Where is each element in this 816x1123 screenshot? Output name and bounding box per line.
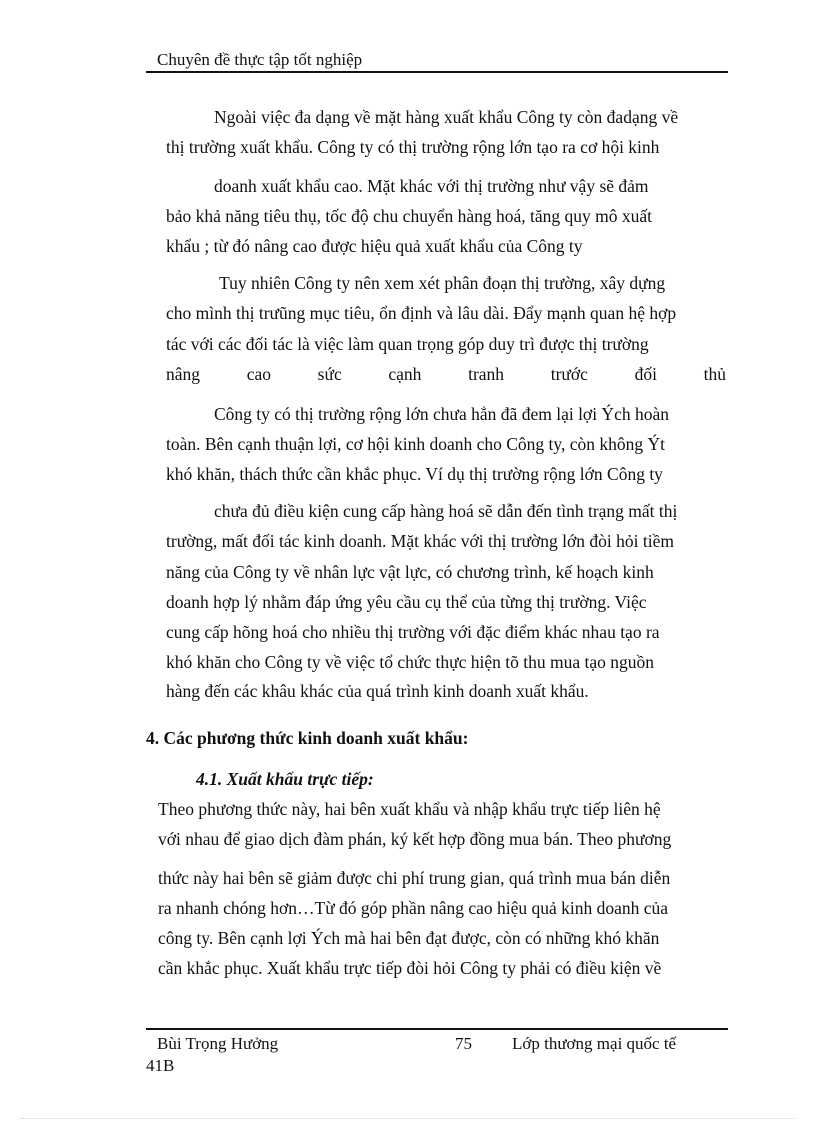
body-line: thị trường xuất khẩu. Công ty có thị trường rộng lớn tạo ra cơ hội kinh xyxy=(166,137,660,157)
body-line: năng của Công ty về nhân lực vật lực, có chương trình, kế hoạch kinh xyxy=(166,562,654,582)
body-line: nâng cao sức cạnh tranh trước đối thủ xyxy=(166,364,726,384)
body-line: toàn. Bên cạnh thuận lợi, cơ hội kinh doanh cho Công ty, còn không Ýt xyxy=(166,434,666,454)
body-line: doanh xuất khẩu cao. Mặt khác với thị trường như vậy sẽ đảm xyxy=(214,176,649,196)
body-line: công ty. Bên cạnh lợi Ých mà hai bên đạt được, còn có những khó khăn xyxy=(158,928,660,948)
body-line: cung cấp hõng hoá cho nhiều thị trường với đặc điểm khác nhau tạo ra xyxy=(166,622,660,642)
subsection-heading: 4.1. Xuất khẩu trực tiếp: xyxy=(196,769,374,789)
body-line: ra nhanh chóng hơn…Từ đó góp phần nâng cao hiệu quả kinh doanh của xyxy=(158,898,669,918)
body-line: hàng đến các khâu khác của quá trình kinh doanh xuất khẩu. xyxy=(166,681,589,701)
body-line: với nhau để giao dịch đàm phán, ký kết hợp đồng mua bán. Theo phương xyxy=(158,829,672,849)
footer-class-code: 41B xyxy=(146,1056,175,1075)
body-line: tác với các đối tác là việc làm quan trọng góp duy trì được thị trường xyxy=(166,334,649,354)
footer-author: Bùi Trọng Hưởng xyxy=(157,1034,279,1053)
body-line: khó khăn, thách thức cần khắc phục. Ví dụ thị trường rộng lớn Công ty xyxy=(166,464,663,484)
header-title: Chuyên đề thực tập tốt nghiệp xyxy=(157,50,363,69)
body-line: Tuy nhiên Công ty nên xem xét phân đoạn thị trường, xây dựng xyxy=(219,273,666,293)
body-line: Ngoài việc đa dạng về mặt hàng xuất khẩu Công ty còn đadạng về xyxy=(214,107,679,127)
page-edge-divider xyxy=(20,1118,796,1119)
body-line: cho mình thị trưũng mục tiêu, ổn định và lâu dài. Đẩy mạnh quan hệ hợp xyxy=(166,303,677,323)
body-line: Công ty có thị trường rộng lớn chưa hẳn đã đem lại lợi Ých hoàn xyxy=(214,404,669,424)
body-line: chưa đủ điều kiện cung cấp hàng hoá sẽ dẫn đến tình trạng mất thị xyxy=(214,501,678,521)
footer-class-name: Lớp thương mại quốc tế xyxy=(512,1034,677,1053)
header-rule xyxy=(146,71,728,73)
body-line: khó khăn cho Công ty về việc tổ chức thực hiện tõ thu mua tạo nguồn xyxy=(166,652,654,672)
body-line: trường, mất đối tác kinh doanh. Mặt khác với thị trường lớn đòi hỏi tiềm xyxy=(166,531,674,551)
body-line: cần khắc phục. Xuất khẩu trực tiếp đòi hỏi Công ty phải có điều kiện về xyxy=(158,958,662,978)
body-line: Theo phương thức này, hai bên xuất khẩu và nhập khẩu trực tiếp liên hệ xyxy=(158,799,661,819)
footer-page-number: 75 xyxy=(455,1034,472,1053)
body-line: thức này hai bên sẽ giảm được chi phí trung gian, quá trình mua bán diễn xyxy=(158,868,671,888)
body-line: bảo khả năng tiêu thụ, tốc độ chu chuyển hàng hoá, tăng quy mô xuất xyxy=(166,206,652,226)
footer-rule xyxy=(146,1028,728,1030)
body-line: khẩu ; từ đó nâng cao được hiệu quả xuất khẩu của Công ty xyxy=(166,236,583,256)
body-line: doanh hợp lý nhằm đáp ứng yêu cầu cụ thể của từng thị trường. Việc xyxy=(166,592,647,612)
section-heading: 4. Các phương thức kinh doanh xuất khẩu: xyxy=(146,728,469,748)
